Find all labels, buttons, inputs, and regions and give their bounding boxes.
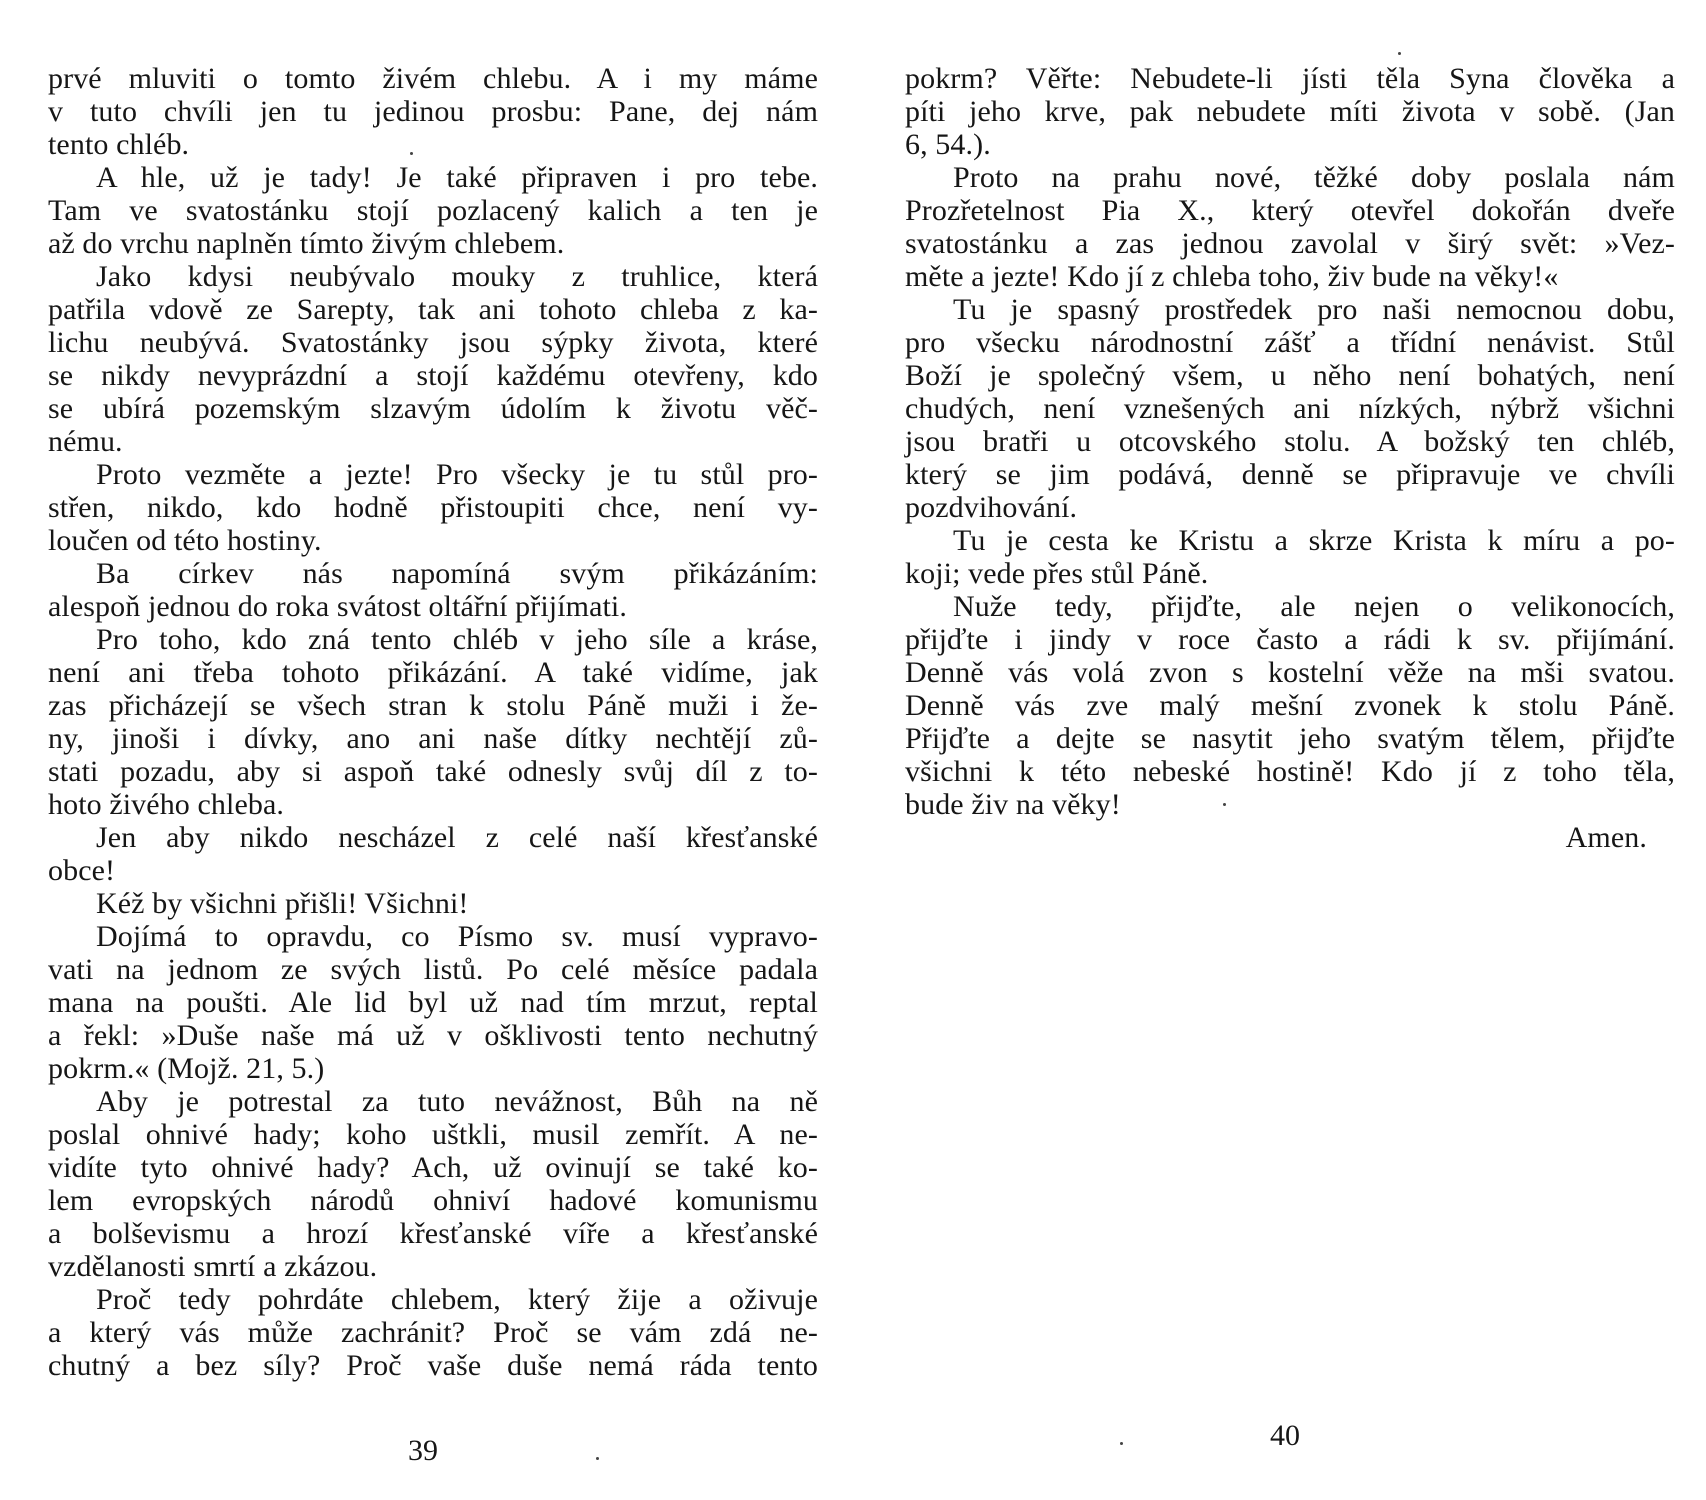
- text-line: vzdělanosti smrtí a zkázou.: [48, 1250, 378, 1283]
- text-line: Kéž by všichni přišli! Všichni!: [96, 887, 469, 920]
- text-line: A hle, už je tady! Je také připraven i pro tebe.: [96, 161, 818, 194]
- text-line: vati na jednom ze svých listů. Po celé měsíce padala: [48, 953, 818, 986]
- text-line: hoto živého chleba.: [48, 788, 284, 821]
- text-line: loučen od této hostiny.: [48, 524, 322, 557]
- text-line: Nuže tedy, přijďte, ale nejen o velikonocích,: [953, 590, 1675, 623]
- text-line: a bolševismu a hrozí křesťanské víře a křesťanské: [48, 1217, 818, 1250]
- right-page: [905, 0, 1675, 1500]
- text-line: pro všecku národnostní zášť a třídní nenávist. Stůl: [905, 326, 1675, 359]
- text-line: Prozřetelnost Pia X., který otevřel dokořán dveře: [905, 194, 1675, 227]
- page-number-right: 40: [1270, 1419, 1300, 1452]
- text-line: koji; vede přes stůl Páně.: [905, 557, 1209, 590]
- text-line: Aby je potrestal za tuto nevážnost, Bůh na ně: [96, 1085, 818, 1118]
- text-line: patřila vdově ze Sarepty, tak ani tohoto chleba z ka-: [48, 293, 818, 326]
- text-line: přijďte i jindy v roce často a rádi k sv. přijímání.: [905, 623, 1675, 656]
- text-line: Proto vezměte a jezte! Pro všecky je tu stůl pro-: [96, 458, 818, 491]
- print-speck: [596, 1457, 599, 1460]
- text-line: poslal ohnivé hady; koho uštkli, musil zemřít. A ne-: [48, 1118, 818, 1151]
- text-line: Tu je cesta ke Kristu a skrze Krista k míru a po-: [953, 524, 1675, 557]
- print-speck: [410, 152, 413, 155]
- text-line: chudých, není vznešených ani nízkých, nýbrž všichni: [905, 392, 1675, 425]
- left-page-text: [48, 62, 818, 1382]
- text-line: nému.: [48, 425, 123, 458]
- text-line: jsou bratři u otcovského stolu. A božský ten chléb,: [905, 425, 1675, 458]
- right-page-text: [905, 62, 1675, 854]
- left-page: [48, 0, 818, 1500]
- text-line: Dojímá to opravdu, co Písmo sv. musí vypravo-: [96, 920, 818, 953]
- text-line: Přijďte a dejte se nasytit jeho svatým tělem, přijďte: [905, 722, 1675, 755]
- text-line: chutný a bez síly? Proč vaše duše nemá ráda tento: [48, 1349, 818, 1382]
- text-line: píti jeho krve, pak nebudete míti života v sobě. (Jan: [905, 95, 1675, 128]
- text-line: 6, 54.).: [905, 128, 991, 161]
- text-line: který se jim podává, denně se připravuje ve chvíli: [905, 458, 1675, 491]
- text-line: a řekl: »Duše naše má už v ošklivosti tento nechutný: [48, 1019, 818, 1052]
- text-line: bude živ na věky!: [905, 788, 1121, 821]
- text-line: pokrm? Věřte: Nebudete-li jísti těla Syna člověka a: [905, 62, 1675, 95]
- text-line: se nikdy nevyprázdní a stojí každému otevřeny, kdo: [48, 359, 818, 392]
- text-line: Tam ve svatostánku stojí pozlacený kalich a ten je: [48, 194, 818, 227]
- text-line: Proto na prahu nové, těžké doby poslala nám: [953, 161, 1675, 194]
- text-line: v tuto chvíli jen tu jedinou prosbu: Pane, dej nám: [48, 95, 818, 128]
- text-line: tento chléb.: [48, 128, 190, 161]
- text-line: mana na poušti. Ale lid byl už nad tím mrzut, reptal: [48, 986, 818, 1019]
- text-line: Ba církev nás napomíná svým přikázáním:: [96, 557, 818, 590]
- signature-line: Amen.: [1565, 821, 1647, 854]
- text-line: a který vás může zachránit? Proč se vám zdá ne-: [48, 1316, 818, 1349]
- text-line: Proč tedy pohrdáte chlebem, který žije a oživuje: [96, 1283, 818, 1316]
- text-line: Jako kdysi neubývalo mouky z truhlice, která: [96, 260, 818, 293]
- print-speck: [1120, 1442, 1123, 1445]
- text-line: Denně vás volá zvon s kostelní věže na mši svatou.: [905, 656, 1675, 689]
- print-speck: [1223, 803, 1226, 806]
- text-line: svatostánku a zas jednou zavolal v širý svět: »Vez-: [905, 227, 1675, 260]
- text-line: vidíte tyto ohnivé hady? Ach, už ovinují se také ko-: [48, 1151, 818, 1184]
- text-line: střen, nikdo, kdo hodně přistoupiti chce, není vy-: [48, 491, 818, 524]
- text-line: Pro toho, kdo zná tento chléb v jeho síle a kráse,: [96, 623, 818, 656]
- text-line: až do vrchu naplněn tímto živým chlebem.: [48, 227, 565, 260]
- text-line: se ubírá pozemským slzavým údolím k životu věč-: [48, 392, 818, 425]
- text-line: Tu je spasný prostředek pro naši nemocnou dobu,: [953, 293, 1675, 326]
- text-line: alespoň jednou do roka svátost oltářní přijímati.: [48, 590, 627, 623]
- text-line: stati pozadu, aby si aspoň také odnesly svůj díl z to-: [48, 755, 818, 788]
- text-line: ny, jinoši i dívky, ano ani naše dítky nechtějí zů-: [48, 722, 818, 755]
- text-line: lichu neubývá. Svatostánky jsou sýpky života, které: [48, 326, 818, 359]
- text-line: prvé mluviti o tomto živém chlebu. A i my máme: [48, 62, 818, 95]
- text-line: Boží je společný všem, u něho není bohatých, není: [905, 359, 1675, 392]
- print-speck: [1398, 52, 1401, 55]
- text-line: Denně vás zve malý mešní zvonek k stolu Páně.: [905, 689, 1675, 722]
- text-line: všichni k této nebeské hostině! Kdo jí z toho těla,: [905, 755, 1675, 788]
- text-line: Jen aby nikdo nescházel z celé naší křesťanské: [96, 821, 818, 854]
- text-line: pozdvihování.: [905, 491, 1078, 524]
- text-line: obce!: [48, 854, 116, 887]
- text-line: není ani třeba tohoto přikázání. A také vidíme, jak: [48, 656, 818, 689]
- text-line: lem evropských národů ohniví hadové komunismu: [48, 1184, 818, 1217]
- text-line: pokrm.« (Mojž. 21, 5.): [48, 1052, 325, 1085]
- page-number-left: 39: [408, 1434, 438, 1467]
- text-line: měte a jezte! Kdo jí z chleba toho, živ bude na věky!«: [905, 260, 1559, 293]
- text-line: zas přicházejí se všech stran k stolu Páně muži i že-: [48, 689, 818, 722]
